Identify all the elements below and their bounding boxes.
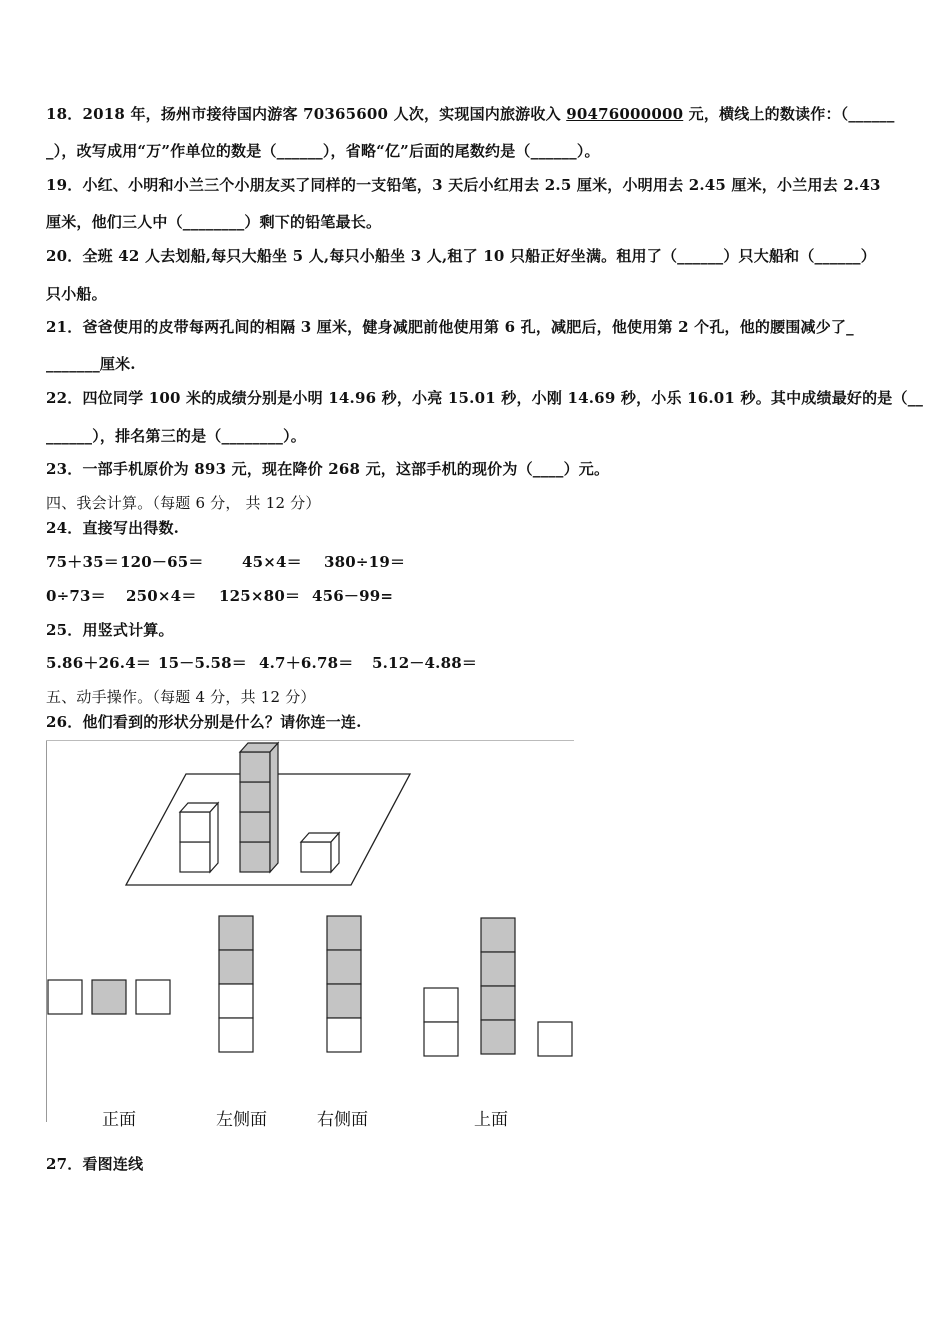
q20-line2: 只小船。 [46, 285, 107, 303]
q24-row2 [46, 585, 393, 606]
section-4-heading: 四、我会计算。（每题 6 分， 共 12 分） [46, 494, 321, 512]
q24-item: 45×4＝ [242, 553, 302, 571]
q25-item: 15－5.58＝ [158, 654, 248, 672]
q21-line1: 21．爸爸使用的皮带每两孔间的相隔 3 厘米，健身减肥前他使用第 6 孔，减肥后，他使用第 2 个孔，他的腰围减少了_ [46, 318, 854, 336]
view-option-top [424, 918, 572, 1056]
caption-right-side: 右侧面 [317, 1110, 368, 1130]
q25-row [46, 652, 477, 673]
q24-item: 380÷19＝ [324, 553, 406, 571]
q18-line2: _），改写成用“万”作单位的数是（______），省略“亿”后面的尾数约是（______）。 [46, 142, 600, 160]
q25-title: 25．用竖式计算。 [46, 621, 174, 639]
q18-line1 [46, 103, 895, 124]
q19-line2: 厘米，他们三人中（________）剩下的铅笔最长。 [46, 213, 382, 231]
q24-item: 125×80＝ [219, 587, 301, 605]
q24-row1 [46, 551, 405, 572]
q27-title: 27．看图连线 [46, 1155, 144, 1173]
block-single-right [301, 833, 339, 872]
caption-left-side: 左侧面 [216, 1110, 267, 1130]
block-stack-tall [240, 743, 278, 872]
view-option-left [219, 916, 253, 1052]
q26-figure [46, 740, 576, 1130]
q24-item: 250×4＝ [126, 587, 197, 605]
block-stack-left [180, 803, 218, 872]
q26-title: 26．他们看到的形状分别是什么？请你连一连. [46, 713, 362, 731]
q25-item: 4.7＋6.78＝ [259, 654, 354, 672]
q18-text-post: 元，横线上的数读作：（______ [683, 105, 895, 123]
section-5-heading: 五、动手操作。（每题 4 分，共 12 分） [46, 688, 316, 706]
caption-front: 正面 [102, 1110, 136, 1130]
q24-item: 75＋35＝ [46, 553, 119, 571]
q24-item: 0÷73＝ [46, 587, 106, 605]
q19-line1: 19．小红、小明和小兰三个小朋友买了同样的一支铅笔，3 天后小红用去 2.5 厘米，小明用去 2.45 厘米，小兰用去 2.43 [46, 176, 881, 194]
q25-item: 5.12－4.88＝ [372, 654, 478, 672]
view-option-front [48, 980, 170, 1014]
q22-line2: ______），排名第三的是（________）。 [46, 427, 307, 445]
q18-text-pre: 18．2018 年，扬州市接待国内游客 70365600 人次，实现国内旅游收入 [46, 105, 567, 123]
caption-top: 上面 [474, 1110, 508, 1130]
q24-item: 456－99= [312, 587, 394, 605]
q21-line2: _______厘米. [46, 355, 136, 373]
view-option-right [327, 916, 361, 1052]
q23-line: 23．一部手机原价为 893 元，现在降价 268 元，这部手机的现价为（____）元。 [46, 460, 610, 478]
q20-line1: 20．全班 42 人去划船,每只大船坐 5 人,每只小船坐 3 人,租了 10 只船正好坐满。租用了（______）只大船和（______） [46, 247, 876, 265]
q22-line1: 22．四位同学 100 米的成绩分别是小明 14.96 秒，小亮 15.01 秒，小刚 14.69 秒，小乐 16.01 秒。其中成绩最好的是（__ [46, 389, 924, 407]
q18-number: 90476000000 [566, 105, 684, 123]
q25-item: 5.86＋26.4＝ [46, 654, 152, 672]
q24-title: 24．直接写出得数. [46, 519, 180, 537]
q24-item: 120－65＝ [120, 553, 204, 571]
